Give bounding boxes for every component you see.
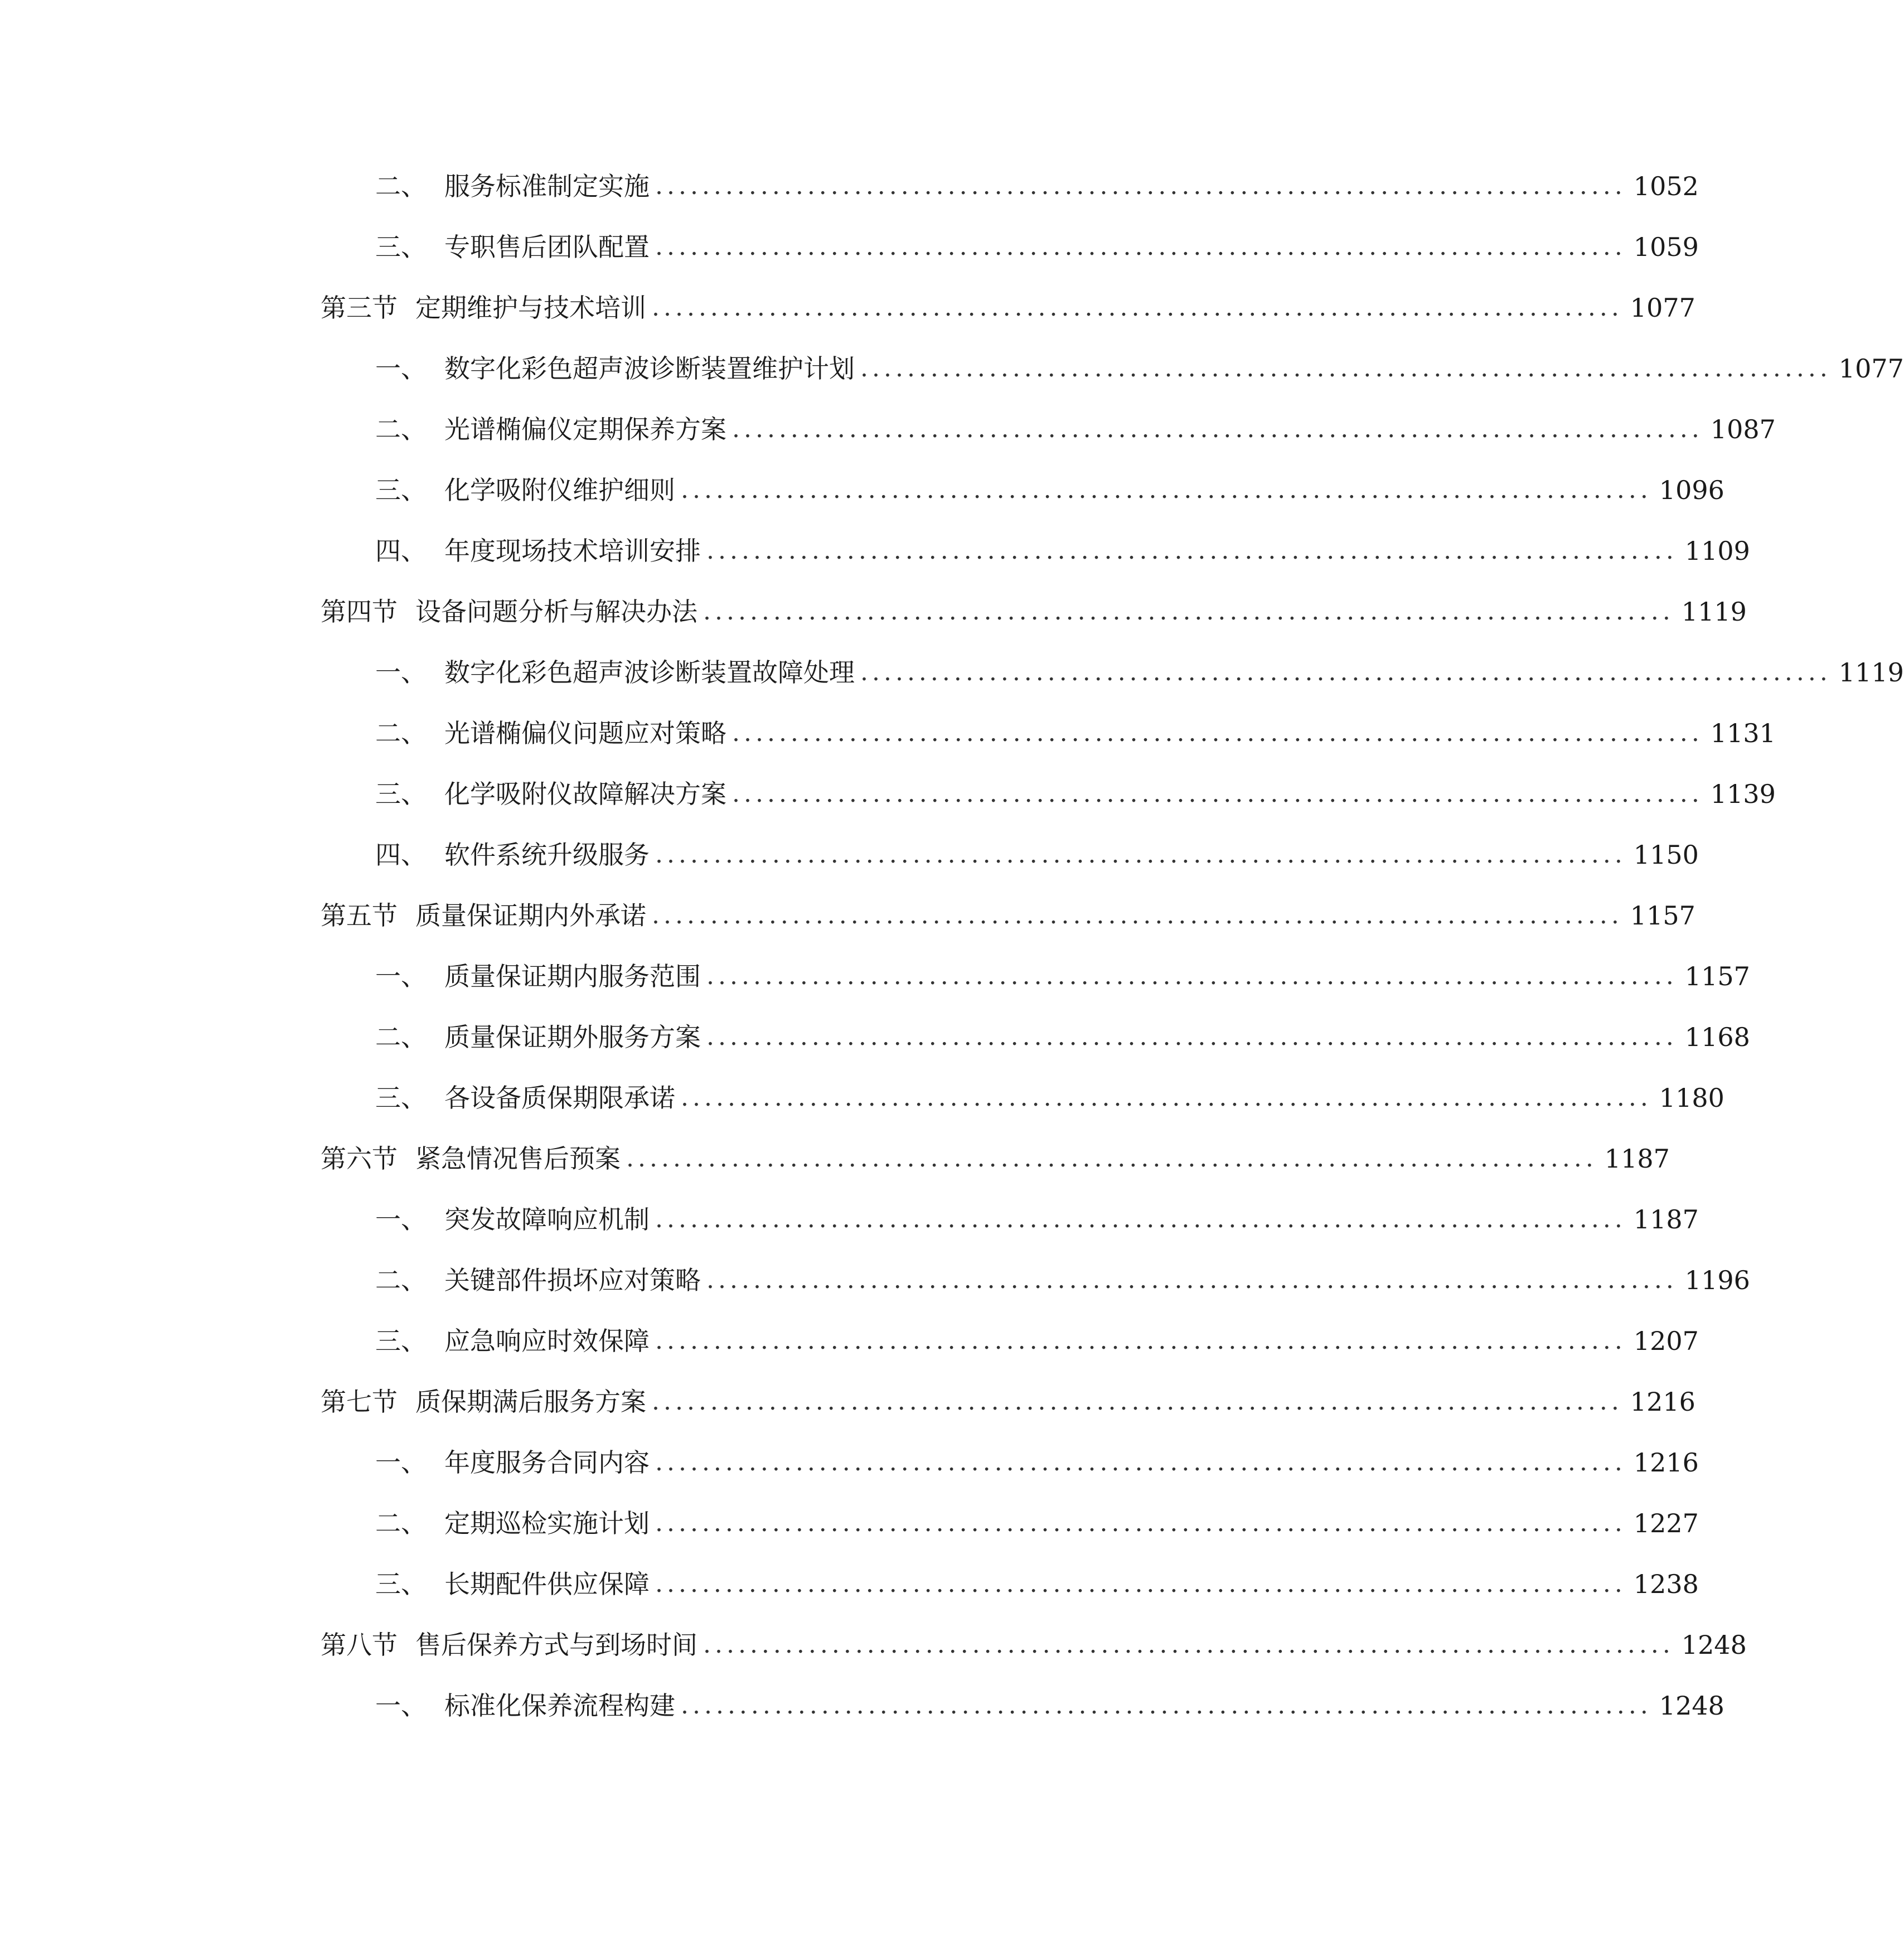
toc-page-number: 1052 <box>1633 171 1699 201</box>
toc-item-number: 三、 <box>375 475 427 505</box>
toc-row[interactable] <box>0 285 1695 330</box>
toc-row[interactable] <box>0 407 1776 452</box>
toc-page-number: 1119 <box>1681 597 1747 627</box>
toc-leader-dots: ................................................................................... <box>626 1144 1597 1173</box>
toc-leader-dots: ................................................................................... <box>655 233 1626 261</box>
toc-section-label: 第三节 <box>321 293 398 323</box>
toc-page-number: 1096 <box>1659 475 1724 505</box>
toc-section-label: 第五节 <box>321 900 398 931</box>
toc-title: 化学吸附仪维护细则 <box>444 475 675 505</box>
toc-page-number: 1087 <box>1710 414 1776 444</box>
toc-row[interactable] <box>0 1623 1747 1667</box>
toc-row[interactable] <box>0 954 1750 999</box>
toc-item-number: 三、 <box>375 232 427 262</box>
toc-title: 质量保证期外服务方案 <box>444 1022 701 1052</box>
toc-row[interactable] <box>0 1683 1724 1728</box>
toc-row[interactable] <box>0 589 1747 634</box>
toc-item-number: 二、 <box>375 1508 427 1538</box>
toc-page-number: 1150 <box>1633 840 1699 870</box>
toc-row[interactable] <box>0 893 1695 938</box>
toc-row[interactable] <box>0 346 1904 391</box>
toc-item-number: 一、 <box>375 1691 427 1721</box>
toc-page-number: 1131 <box>1710 718 1776 748</box>
toc-row[interactable] <box>0 1501 1699 1546</box>
toc-row[interactable] <box>0 164 1699 209</box>
toc-row[interactable] <box>0 529 1750 573</box>
toc-item-number: 一、 <box>375 1447 427 1478</box>
toc-leader-dots: ................................................................................... <box>652 901 1623 929</box>
toc-leader-dots: ................................................................................... <box>706 536 1678 565</box>
toc-row[interactable] <box>0 225 1699 269</box>
toc-section-label: 第四节 <box>321 597 398 627</box>
toc-title: 光谱椭偏仪问题应对策略 <box>444 718 726 748</box>
toc-leader-dots: ................................................................................... <box>655 1509 1626 1537</box>
toc-page-number: 1180 <box>1659 1083 1724 1113</box>
toc-leader-dots: ................................................................................... <box>703 1630 1674 1659</box>
toc-page-number: 1207 <box>1633 1326 1699 1356</box>
toc-page-number: 1119 <box>1838 657 1904 687</box>
toc-page-number: 1077 <box>1838 354 1904 384</box>
toc-page-number: 1187 <box>1604 1144 1670 1174</box>
toc-title: 质保期满后服务方案 <box>415 1387 646 1417</box>
toc-title: 质量保证期内服务范围 <box>444 961 701 991</box>
toc-title: 年度服务合同内容 <box>444 1447 650 1478</box>
toc-item-number: 一、 <box>375 1204 427 1234</box>
toc-title: 售后保养方式与到场时间 <box>415 1630 697 1660</box>
toc-row[interactable] <box>0 650 1904 695</box>
toc-leader-dots: ................................................................................... <box>706 1023 1678 1051</box>
toc-title: 数字化彩色超声波诊断装置故障处理 <box>444 657 855 687</box>
toc-leader-dots: ................................................................................... <box>655 840 1626 869</box>
toc-item-number: 一、 <box>375 961 427 991</box>
toc-item-number: 二、 <box>375 718 427 748</box>
toc-item-number: 四、 <box>375 536 427 566</box>
toc-title: 服务标准制定实施 <box>444 171 650 201</box>
toc-leader-dots: ................................................................................... <box>681 476 1652 504</box>
toc-leader-dots: ................................................................................... <box>860 354 1832 383</box>
toc-row[interactable] <box>0 772 1776 816</box>
toc-page-number: 1216 <box>1633 1447 1699 1478</box>
toc-page-number: 1139 <box>1710 779 1776 809</box>
toc-row[interactable] <box>0 1562 1699 1606</box>
toc-title: 光谱椭偏仪定期保养方案 <box>444 414 726 444</box>
toc-page-number: 1187 <box>1633 1204 1699 1234</box>
toc-item-number: 四、 <box>375 840 427 870</box>
toc-leader-dots: ................................................................................... <box>652 1387 1623 1416</box>
toc-page-number: 1248 <box>1659 1691 1724 1721</box>
toc-page-number: 1196 <box>1684 1265 1750 1295</box>
toc-page-number: 1216 <box>1630 1387 1695 1417</box>
toc-leader-dots: ................................................................................... <box>706 962 1678 990</box>
toc-leader-dots: ................................................................................... <box>703 597 1674 626</box>
toc-item-number: 二、 <box>375 414 427 444</box>
toc-page-number: 1238 <box>1633 1569 1699 1599</box>
toc-item-number: 二、 <box>375 1022 427 1052</box>
toc-row[interactable] <box>0 1015 1750 1059</box>
toc-leader-dots: ................................................................................... <box>655 1448 1626 1476</box>
toc-title: 化学吸附仪故障解决方案 <box>444 779 726 809</box>
toc-title: 关键部件损坏应对策略 <box>444 1265 701 1295</box>
toc-item-number: 一、 <box>375 657 427 687</box>
toc-title: 突发故障响应机制 <box>444 1204 650 1234</box>
toc-row[interactable] <box>0 1136 1670 1181</box>
toc-page-number: 1059 <box>1633 232 1699 262</box>
toc-item-number: 二、 <box>375 171 427 201</box>
toc-row[interactable] <box>0 1076 1724 1120</box>
toc-leader-dots: ................................................................................... <box>732 415 1703 443</box>
toc-leader-dots: ................................................................................... <box>732 780 1703 808</box>
toc-leader-dots: ................................................................................... <box>706 1266 1678 1294</box>
toc-page-number: 1077 <box>1630 293 1695 323</box>
toc-item-number: 三、 <box>375 779 427 809</box>
toc-title: 数字化彩色超声波诊断装置维护计划 <box>444 354 855 384</box>
toc-section-label: 第八节 <box>321 1630 398 1660</box>
toc-row[interactable] <box>0 1197 1699 1242</box>
toc-title: 定期巡检实施计划 <box>444 1508 650 1538</box>
toc-page-number: 1109 <box>1684 536 1750 566</box>
toc-title: 各设备质保期限承诺 <box>444 1083 675 1113</box>
toc-row[interactable] <box>0 1258 1750 1303</box>
toc-item-number: 三、 <box>375 1569 427 1599</box>
toc-leader-dots: ................................................................................... <box>860 658 1832 686</box>
toc-row[interactable] <box>0 711 1776 756</box>
toc-page-number: 1227 <box>1633 1508 1699 1538</box>
toc-row[interactable] <box>0 832 1699 877</box>
toc-section-label: 第六节 <box>321 1144 398 1174</box>
toc-title: 年度现场技术培训安排 <box>444 536 701 566</box>
toc-page-number: 1248 <box>1681 1630 1747 1660</box>
toc-item-number: 一、 <box>375 354 427 384</box>
toc-item-number: 三、 <box>375 1326 427 1356</box>
toc-page-number: 1168 <box>1684 1022 1750 1052</box>
toc-title: 设备问题分析与解决办法 <box>415 597 697 627</box>
toc-row[interactable] <box>0 1379 1695 1424</box>
toc-leader-dots: ................................................................................... <box>655 1326 1626 1355</box>
toc-section-label: 第七节 <box>321 1387 398 1417</box>
toc-title: 专职售后团队配置 <box>444 232 650 262</box>
toc-item-number: 二、 <box>375 1265 427 1295</box>
toc-leader-dots: ................................................................................... <box>681 1083 1652 1112</box>
toc-page-number: 1157 <box>1630 900 1695 931</box>
toc-title: 长期配件供应保障 <box>444 1569 650 1599</box>
toc-title: 定期维护与技术培训 <box>415 293 646 323</box>
toc-leader-dots: ................................................................................... <box>732 719 1703 747</box>
toc-row[interactable] <box>0 1319 1699 1363</box>
toc-leader-dots: ................................................................................... <box>652 293 1623 322</box>
toc-leader-dots: ................................................................................... <box>655 172 1626 200</box>
toc-title: 质量保证期内外承诺 <box>415 900 646 931</box>
toc-title: 标准化保养流程构建 <box>444 1691 675 1721</box>
toc-item-number: 三、 <box>375 1083 427 1113</box>
toc-title: 应急响应时效保障 <box>444 1326 650 1356</box>
toc-title: 紧急情况售后预案 <box>415 1144 621 1174</box>
toc-leader-dots: ................................................................................... <box>655 1570 1626 1598</box>
toc-leader-dots: ................................................................................... <box>655 1205 1626 1233</box>
toc-row[interactable] <box>0 468 1724 512</box>
toc-leader-dots: ................................................................................... <box>681 1691 1652 1720</box>
toc-row[interactable] <box>0 1440 1699 1485</box>
toc-title: 软件系统升级服务 <box>444 840 650 870</box>
toc-page-number: 1157 <box>1684 961 1750 991</box>
